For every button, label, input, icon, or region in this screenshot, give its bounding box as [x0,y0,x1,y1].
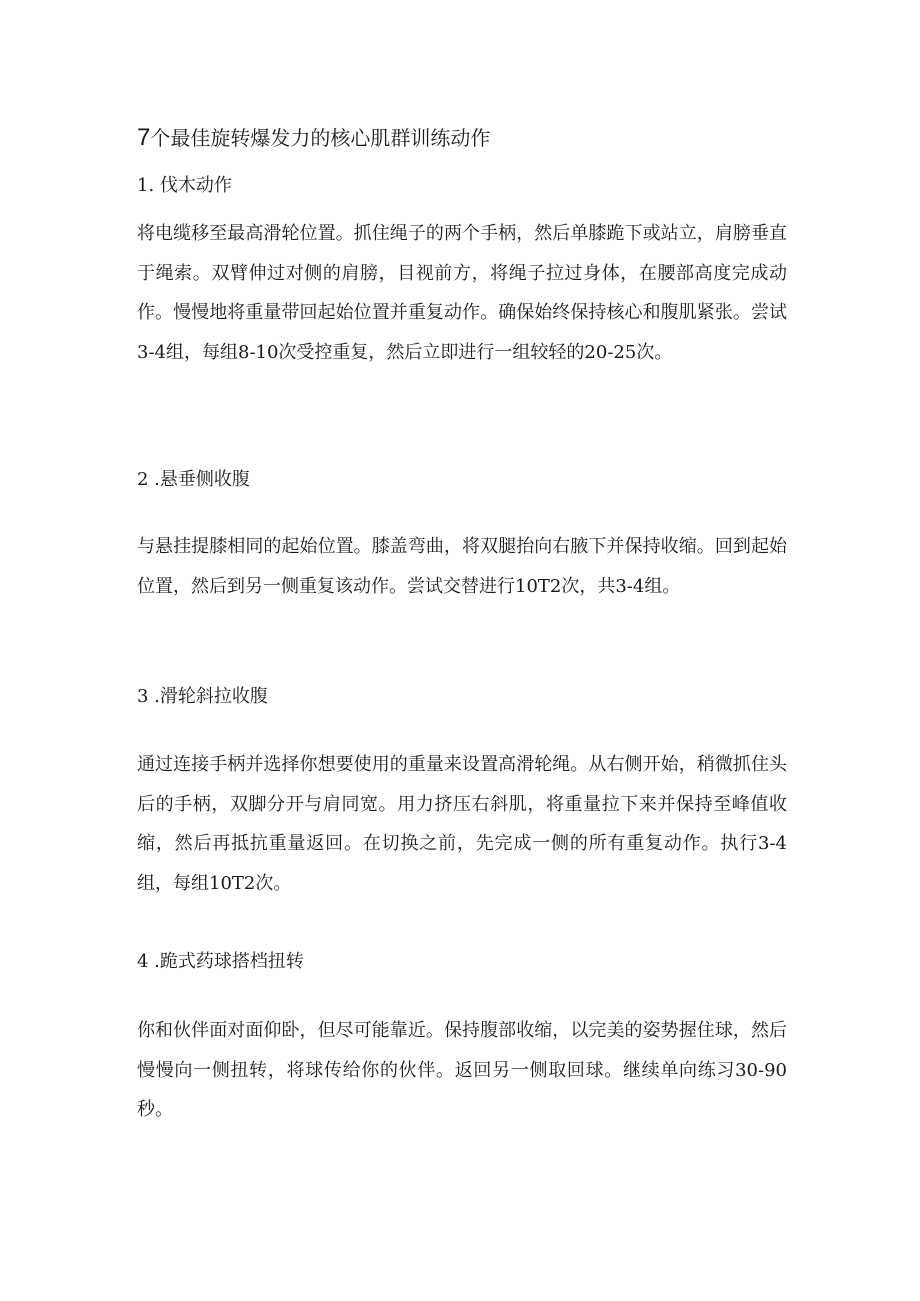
section-body-1: 将电缆移至最高滑轮位置。抓住绳子的两个手柄，然后单膝跪下或站立，肩膀垂直于绳索。双臂伸过对侧的肩膀，目视前方，将绳子拉过身体，在腰部高度完成动作。慢慢地将重量带回起始位置并重复动作。确保始终保持核心和腹肌紧张。尝试3-4组，每组8-10次受控重复，然后立即进行一组较轻的20-25次。 [137,223,787,363]
title-number: 7 [137,124,151,151]
title-text: 个最佳旋转爆发力的核心肌群训练动作 [150,126,491,150]
section-body-3: 通过连接手柄并选择你想要使用的重量来设置高滑轮绳。从右侧开始，稍微抓住头后的手柄，双脚分开与肩同宽。用力挤压右斜肌，将重量拉下来并保持至峰值收缩，然后再抵抗重量返回。在切换之前，先完成一侧的所有重复动作。执行3-4组，每组10T2次。 [137,754,787,894]
section-body-2: 与悬挂提膝相同的起始位置。膝盖弯曲，将双腿抬向右腋下并保持收缩。回到起始位置，然后到另一侧重复该动作。尝试交替进行10T2次，共3-4组。 [137,536,787,597]
document-title [137,124,490,152]
section-heading-4: 4 .跪式药球搭档扭转 [137,951,304,972]
section-heading-2: 2 .悬垂侧收腹 [137,469,250,490]
section-body-4: 你和伙伴面对面仰卧，但尽可能靠近。保持腹部收缩，以完美的姿势握住球，然后慢慢向一侧扭转，将球传给你的伙伴。返回另一侧取回球。继续单向练习30-90秒。 [137,1020,787,1120]
section-heading-1: 1. 伐木动作 [137,175,232,196]
section-heading-3: 3 .滑轮斜拉收腹 [137,686,268,707]
